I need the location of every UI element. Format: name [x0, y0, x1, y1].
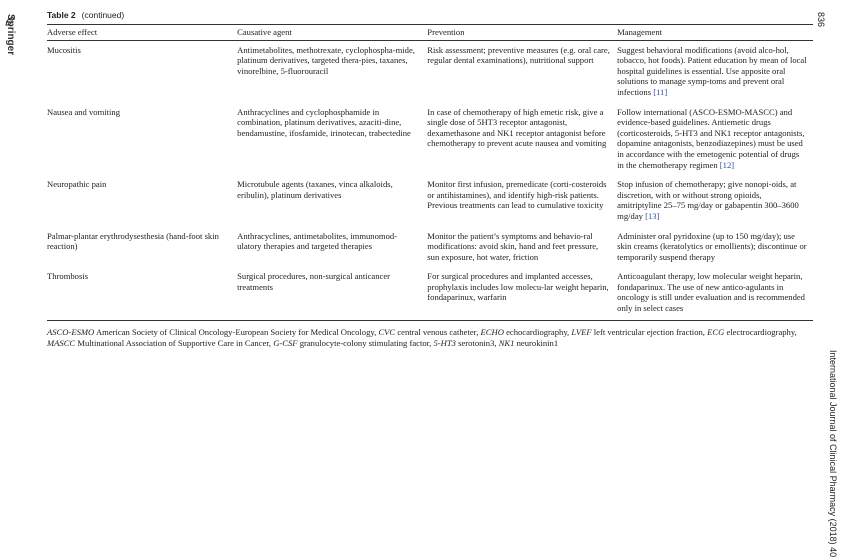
- cell-effect: Nausea and vomiting: [47, 106, 121, 117]
- cell-effect: Thrombosis: [47, 267, 237, 320]
- table-row: [47, 175, 813, 226]
- cell-prevention: For surgical procedures and implanted accesses, prophylaxis includes low molecu-lar weight heparin, fondaparinux, warfarin: [427, 267, 617, 320]
- table-title: [47, 10, 813, 20]
- cell-prevention: Monitor first infusion, premedicate (corti-costeroids or antihistamines), and identify high-risk patients. Previous treatments can lead to cumulative toxicity: [427, 179, 607, 211]
- cell-management: [617, 175, 813, 226]
- management-text: Stop infusion of chemotherapy; give nonopi-oids, at discretion, with or without strong opioids, amitriptyline 25–75 mg/day or gabapentin 300–3600 mg/day: [617, 179, 799, 221]
- cell-management: Anticoagulant therapy, low molecular weight heparin, fondaparinux. The use of new antico-agulants in oncology is still under evaluation and is recommended only in select cases: [617, 267, 813, 320]
- citation-link[interactable]: [11]: [653, 86, 668, 97]
- cell-agent: Surgical procedures, non-surgical anticancer treatments: [237, 267, 427, 320]
- header-management: Management: [617, 25, 813, 41]
- table-row: [47, 103, 813, 176]
- cell-effect: Palmar-plantar erythrodysesthesia (hand-foot skin reaction): [47, 230, 219, 252]
- header-adverse-effect: Adverse effect: [47, 25, 237, 41]
- table-header-row: [47, 25, 813, 41]
- footnote-item: ASCO-ESMO American Society of Clinical Oncology-European Society for Medical Oncology,: [47, 326, 377, 337]
- cell-prevention: In case of chemotherapy of high emetic risk, give a single dose of 5HT3 receptor antagonist, dexamethasone and NK1 receptor antagonist before chemotherapy to prevent acute nausea and vomiting: [427, 106, 607, 149]
- table-caption: (continued): [81, 10, 125, 20]
- page-number: 836: [816, 12, 826, 28]
- cell-effect: Mucositis: [47, 44, 81, 55]
- journal-name: International Journal of Clinical Pharmacy (2018) 40: [828, 350, 838, 557]
- cell-agent: Anthracyclines and cyclophosphamide in combination, platinum derivatives, azaciti-dine, bendamustine, ifosfamide, irinotecan, trabectedine: [237, 106, 411, 138]
- header-prevention: Prevention: [427, 25, 617, 41]
- cell-management: Administer oral pyridoxine (up to 150 mg/day); use skin creams (keratolytics or emollients); discontinue or temporarily suspend therapy: [617, 230, 807, 262]
- footnote-item: ECHO echocardiography,: [480, 326, 570, 337]
- cell-effect: Neuropathic pain: [47, 179, 107, 190]
- citation-link[interactable]: [13]: [645, 210, 660, 221]
- footnote-item: MASCC Multinational Association of Supportive Care in Cancer,: [47, 337, 272, 348]
- table-row: [47, 40, 813, 102]
- adverse-effects-table: [47, 24, 813, 321]
- footnote-item: G-CSF granulocyte-colony stimulating factor,: [273, 337, 432, 348]
- publisher-name: Springer: [5, 14, 16, 56]
- cell-management: [617, 40, 813, 102]
- footnote-item: NK1 neurokinin1: [498, 337, 559, 348]
- table-row: [47, 267, 813, 320]
- footnote-item: 5-HT3 serotonin3,: [433, 337, 497, 348]
- management-text: Follow international (ASCO-ESMO-MASCC) and evidence-based guidelines. Antiemetic drugs (corticosteroids, 5-HT3 and NK1 receptor antagonists, dopamine antagonists, benzodiazepines) must be used in accordance with the emetogenic potential of drugs in the chemotherapy regimen: [617, 106, 805, 170]
- cell-agent: Antimetabolites, methotrexate, cyclophospha-mide, platinum derivatives, targeted thera-pies, taxanes, vinorelbine, 5-fluorouracil: [237, 44, 415, 76]
- cell-agent: Microtubule agents (taxanes, vinca alkaloids, eribulin), platinum derivatives: [237, 179, 393, 200]
- table-footnote: [47, 327, 813, 349]
- table-row: [47, 227, 813, 268]
- cell-management: [617, 103, 813, 176]
- table-label: Table 2: [47, 10, 76, 20]
- footnote-item: LVEF left ventricular ejection fraction,: [571, 326, 705, 337]
- cell-prevention: Risk assessment; preventive measures (e.g. oral care, regular dental examinations), nutritional support: [427, 44, 610, 66]
- footnote-item: CVC central venous catheter,: [378, 326, 479, 337]
- management-text: Suggest behavioral modifications (avoid alco-hol, tobacco, hot foods). Patient education by mean of local hospital guidelines is essential. Use apposite oral solutions to manage symp-toms and prevent oral infections: [617, 44, 807, 97]
- citation-link[interactable]: [12]: [719, 159, 735, 170]
- table-section: [47, 10, 813, 349]
- footnote-item: ECG electrocardiography,: [707, 326, 797, 337]
- header-causative-agent: Causative agent: [237, 25, 427, 41]
- cell-agent: Anthracyclines, antimetabolites, immunomod-ulatory therapies and targeted therapies: [237, 230, 398, 252]
- cell-prevention: Monitor the patient’s symptoms and behavio-ral modifications: avoid skin, hand and feet pressure, sun exposure, hot water, friction: [427, 230, 599, 262]
